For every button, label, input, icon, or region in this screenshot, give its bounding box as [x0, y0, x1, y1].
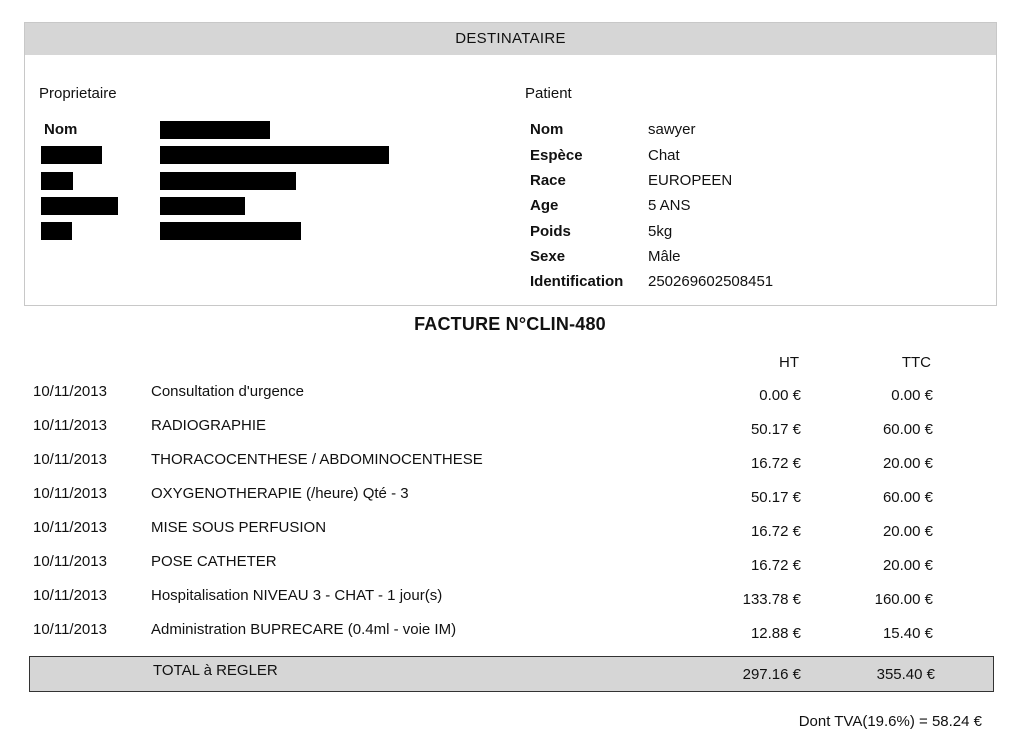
invoice-line [0, 621, 1020, 643]
invoice-title: FACTURE N°CLIN-480 [414, 314, 606, 334]
patient-age-value: 5 ANS [648, 197, 691, 214]
invoice-line [0, 417, 1020, 439]
redacted-owner-name [160, 121, 270, 139]
invoice-line [0, 587, 1020, 609]
redacted-owner-field-label [41, 146, 102, 164]
invoice-line [0, 383, 1020, 405]
line-amount-ht: 133.78 € [742, 591, 801, 608]
total-label: TOTAL à REGLER [153, 662, 278, 679]
patient-section-label: Patient [525, 85, 572, 102]
line-date: 10/11/2013 [33, 417, 107, 434]
line-date: 10/11/2013 [33, 587, 107, 604]
line-amount-ttc: 20.00 € [882, 557, 933, 574]
line-date: 10/11/2013 [33, 621, 107, 638]
line-amount-ttc: 0.00 € [891, 387, 933, 404]
line-amount-ht: 12.88 € [750, 625, 801, 642]
patient-identification-value: 250269602508451 [648, 273, 774, 290]
line-description: OXYGENOTHERAPIE (/heure) Qté - 3 [151, 485, 409, 502]
redacted-owner-field-value [160, 146, 389, 164]
invoice-line [0, 485, 1020, 507]
recipient-section [24, 22, 997, 306]
line-amount-ttc: 20.00 € [882, 523, 933, 540]
patient-species-value: Chat [648, 147, 680, 164]
recipient-header: DESTINATAIRE [25, 23, 996, 55]
line-amount-ttc: 15.40 € [882, 625, 933, 642]
invoice-line [0, 519, 1020, 541]
patient-sex-value: Mâle [648, 248, 681, 265]
patient-breed-value: EUROPEEN [648, 172, 733, 189]
line-description: RADIOGRAPHIE [151, 417, 267, 434]
patient-weight-value: 5kg [648, 223, 673, 240]
patient-weight-label: Poids [530, 223, 571, 240]
line-amount-ttc: 20.00 € [882, 455, 933, 472]
total-row [29, 656, 994, 692]
line-amount-ht: 0.00 € [759, 387, 801, 404]
redacted-owner-field-value [160, 197, 245, 215]
redacted-owner-field-value [160, 172, 296, 190]
line-amount-ht: 16.72 € [750, 557, 801, 574]
patient-name-label: Nom [530, 121, 564, 138]
line-amount-ht: 50.17 € [750, 421, 801, 438]
column-header-ht: HT [779, 354, 799, 371]
patient-age-label: Age [530, 197, 559, 214]
column-header-ttc: TTC [901, 354, 931, 371]
patient-species-label: Espèce [530, 147, 583, 164]
line-amount-ttc: 160.00 € [874, 591, 933, 608]
owner-section-label: Proprietaire [39, 85, 117, 102]
line-description: POSE CATHETER [151, 553, 277, 570]
owner-name-label: Nom [44, 121, 78, 138]
redacted-owner-field-label [41, 222, 72, 240]
patient-sex-label: Sexe [530, 248, 566, 265]
line-amount-ht: 50.17 € [750, 489, 801, 506]
line-description: Consultation d'urgence [151, 383, 304, 400]
patient-breed-label: Race [530, 172, 566, 189]
line-date: 10/11/2013 [33, 383, 107, 400]
line-description: Administration BUPRECARE (0.4ml - voie IM) [151, 621, 457, 638]
line-amount-ttc: 60.00 € [882, 489, 933, 506]
line-date: 10/11/2013 [33, 519, 107, 536]
total-amount-ttc: 355.40 € [876, 666, 935, 683]
vat-note: Dont TVA(19.6%) = 58.24 € [798, 713, 982, 730]
patient-identification-label: Identification [530, 273, 624, 290]
line-description: THORACOCENTHESE / ABDOMINOCENTHESE [151, 451, 483, 468]
redacted-owner-field-value [160, 222, 301, 240]
line-amount-ttc: 60.00 € [882, 421, 933, 438]
patient-name-value: sawyer [648, 121, 696, 138]
total-amount-ht: 297.16 € [742, 666, 801, 683]
redacted-owner-field-label [41, 172, 73, 190]
line-amount-ht: 16.72 € [750, 455, 801, 472]
line-description: Hospitalisation NIVEAU 3 - CHAT - 1 jour(s) [151, 587, 443, 604]
invoice-line [0, 451, 1020, 473]
line-amount-ht: 16.72 € [750, 523, 801, 540]
redacted-owner-field-label [41, 197, 118, 215]
line-date: 10/11/2013 [33, 485, 107, 502]
line-description: MISE SOUS PERFUSION [151, 519, 327, 536]
line-date: 10/11/2013 [33, 451, 107, 468]
line-date: 10/11/2013 [33, 553, 107, 570]
invoice-line [0, 553, 1020, 575]
